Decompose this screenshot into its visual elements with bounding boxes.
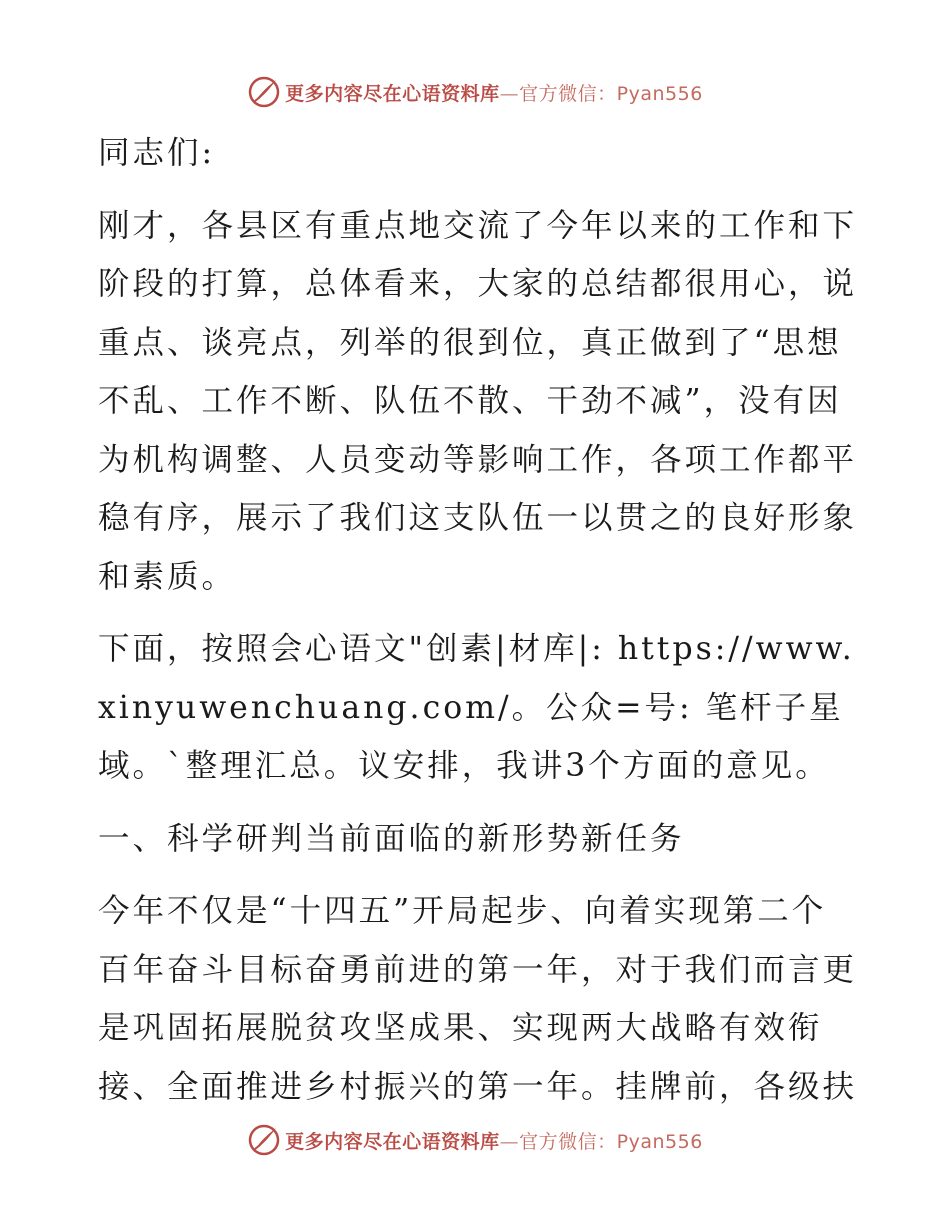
paragraph-situation: 今年不仅是“十四五”开局起步、向着实现第二个百年奋斗目标奋勇前进的第一年，对于我们而言更是巩固拓展脱贫攻坚成果、实现两大战略有效衔接、全面推进乡村振兴的第一年。挂牌前，各级扶 <box>98 893 858 1105</box>
paragraph-opening: 刚才，各县区有重点地交流了今年以来的工作和下阶段的打算，总体看来，大家的总结都很用心，说重点、谈亮点，列举的很到位，真正做到了“思想不乱、工作不断、队伍不散、干劲不减”，没有因为机构调整、人员变动等影响工作，各项工作都平稳有序，展示了我们这支队伍一以贯之的良好形象和素质。 <box>98 207 858 595</box>
salutation: 同志们: <box>98 135 216 171</box>
quill-logo-icon <box>247 75 281 109</box>
header-watermark <box>0 72 950 112</box>
footer-watermark-text: 更多内容尽在心语资料库—官方微信：Pyan556 <box>285 1130 703 1153</box>
header-watermark-text: 更多内容尽在心语资料库—官方微信：Pyan556 <box>285 82 703 105</box>
quill-logo-icon <box>247 1123 281 1157</box>
paragraph-arrangement: 下面，按照会心语文"创素|材库|: https://www.xinyuwenchuang.com/。公众=号: 笔杆子星域。`整理汇总。议安排，我讲3个方面的意见。 <box>98 631 855 784</box>
footer-watermark <box>0 1120 950 1160</box>
section-heading-1: 一、科学研判当前面临的新形势新任务 <box>98 820 685 857</box>
document-body <box>98 124 858 1116</box>
